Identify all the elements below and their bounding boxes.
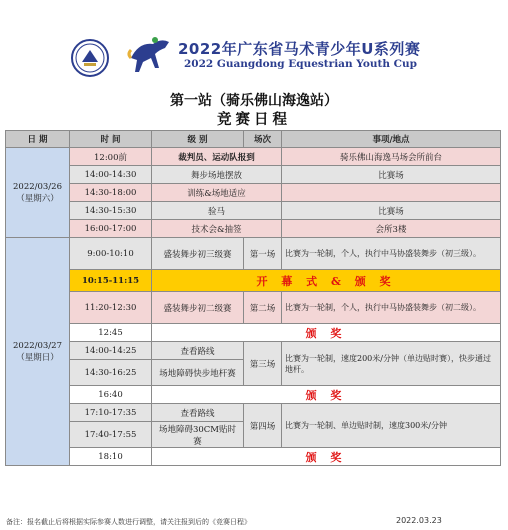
level-cell: 裁判员、运动队报到 [152, 148, 282, 166]
header-item: 事项/地点 [282, 131, 501, 148]
header-round: 场次 [244, 131, 282, 148]
time-cell: 9:00-10:10 [70, 238, 152, 270]
time-cell: 14:30-15:30 [70, 202, 152, 220]
table-row [6, 184, 501, 202]
table-row [6, 220, 501, 238]
header-date: 日 期 [6, 131, 70, 148]
place-cell: 比赛场 [282, 166, 501, 184]
day2-date: 2022/03/27 [13, 340, 62, 351]
place-cell: 骑乐佛山海逸马场会所前台 [282, 148, 501, 166]
time-cell: 12:00前 [70, 148, 152, 166]
day2-date-cell [6, 238, 70, 466]
table-row [6, 386, 501, 404]
level-cell: 盛装舞步初三级赛 [152, 238, 244, 270]
level-cell: 技术会&抽签 [152, 220, 282, 238]
table-row [6, 148, 501, 166]
table-row [6, 342, 501, 360]
table-row [6, 324, 501, 342]
table-header-row [6, 131, 501, 148]
time-cell: 17:10-17:35 [70, 404, 152, 422]
level-cell: 查看路线 [152, 404, 244, 422]
level-cell: 盛装舞步初二级赛 [152, 292, 244, 324]
level-cell: 舞步场地摆放 [152, 166, 282, 184]
ceremony-cell: 开 幕 式 & 颁 奖 [152, 270, 501, 292]
header-level: 级 别 [152, 131, 244, 148]
desc-cell: 比赛为一轮制、单边贴时制，速度300米/分钟 [282, 404, 501, 448]
header [0, 0, 508, 80]
place-cell: 会所3楼 [282, 220, 501, 238]
day1-date-cell [6, 148, 70, 238]
time-cell: 18:10 [70, 448, 152, 466]
association-logo-icon [70, 38, 110, 78]
round-cell: 第四场 [244, 404, 282, 448]
time-cell: 10:15-11:15 [70, 270, 152, 292]
desc-cell: 比赛为一轮制，速度200米/分钟（单边贴时赛），快步通过地杆。 [282, 342, 501, 386]
table-row [6, 166, 501, 184]
time-cell: 12:45 [70, 324, 152, 342]
desc-cell: 比赛为一轮制，个人，执行中马协盛装舞步（初二级）。 [282, 292, 501, 324]
table-row [6, 238, 501, 270]
time-cell: 14:00-14:30 [70, 166, 152, 184]
header-time: 时 间 [70, 131, 152, 148]
day1-weekday: （星期六） [16, 193, 59, 204]
time-cell: 14:30-18:00 [70, 184, 152, 202]
schedule-title: 竞赛日程 [217, 112, 291, 128]
table-row [6, 202, 501, 220]
footnote-date: 2022.03.23 [396, 516, 442, 525]
time-cell: 17:40-17:55 [70, 422, 152, 448]
footnote: 备注：报名截止后将根据实际参赛人数进行调整，请关注报到后的《竞赛日程》 [6, 518, 251, 526]
time-cell: 14:00-14:25 [70, 342, 152, 360]
stage-title: 第一站（骑乐佛山海逸站） [170, 93, 338, 109]
round-cell: 第三场 [244, 342, 282, 386]
level-cell: 查看路线 [152, 342, 244, 360]
day2-weekday: （星期日） [16, 352, 59, 363]
event-title-en: 2022 Guangdong Equestrian Youth Cup [184, 58, 417, 70]
desc-cell: 比赛为一轮制，个人，执行中马协盛装舞步（初三级）。 [282, 238, 501, 270]
ceremony-cell: 颁 奖 [152, 386, 501, 404]
time-cell: 16:00-17:00 [70, 220, 152, 238]
ceremony-cell: 颁 奖 [152, 448, 501, 466]
schedule-table [5, 130, 501, 466]
level-cell: 验马 [152, 202, 282, 220]
ceremony-cell: 颁 奖 [152, 324, 501, 342]
table-row [6, 292, 501, 324]
place-cell [282, 184, 501, 202]
table-row [6, 404, 501, 422]
level-cell: 训练&场地适应 [152, 184, 282, 202]
round-cell: 第一场 [244, 238, 282, 270]
level-cell: 场地障碍30CM贴时赛 [152, 422, 244, 448]
time-cell: 11:20-12:30 [70, 292, 152, 324]
day1-date: 2022/03/26 [13, 181, 62, 192]
table-row [6, 448, 501, 466]
horse-jumping-icon [125, 28, 175, 76]
level-cell: 场地障碍快步地杆赛 [152, 360, 244, 386]
round-cell: 第二场 [244, 292, 282, 324]
event-title-cn: 2022年广东省马术青少年U系列赛 [178, 40, 421, 58]
time-cell: 14:30-16:25 [70, 360, 152, 386]
time-cell: 16:40 [70, 386, 152, 404]
table-row [6, 270, 501, 292]
place-cell: 比赛场 [282, 202, 501, 220]
